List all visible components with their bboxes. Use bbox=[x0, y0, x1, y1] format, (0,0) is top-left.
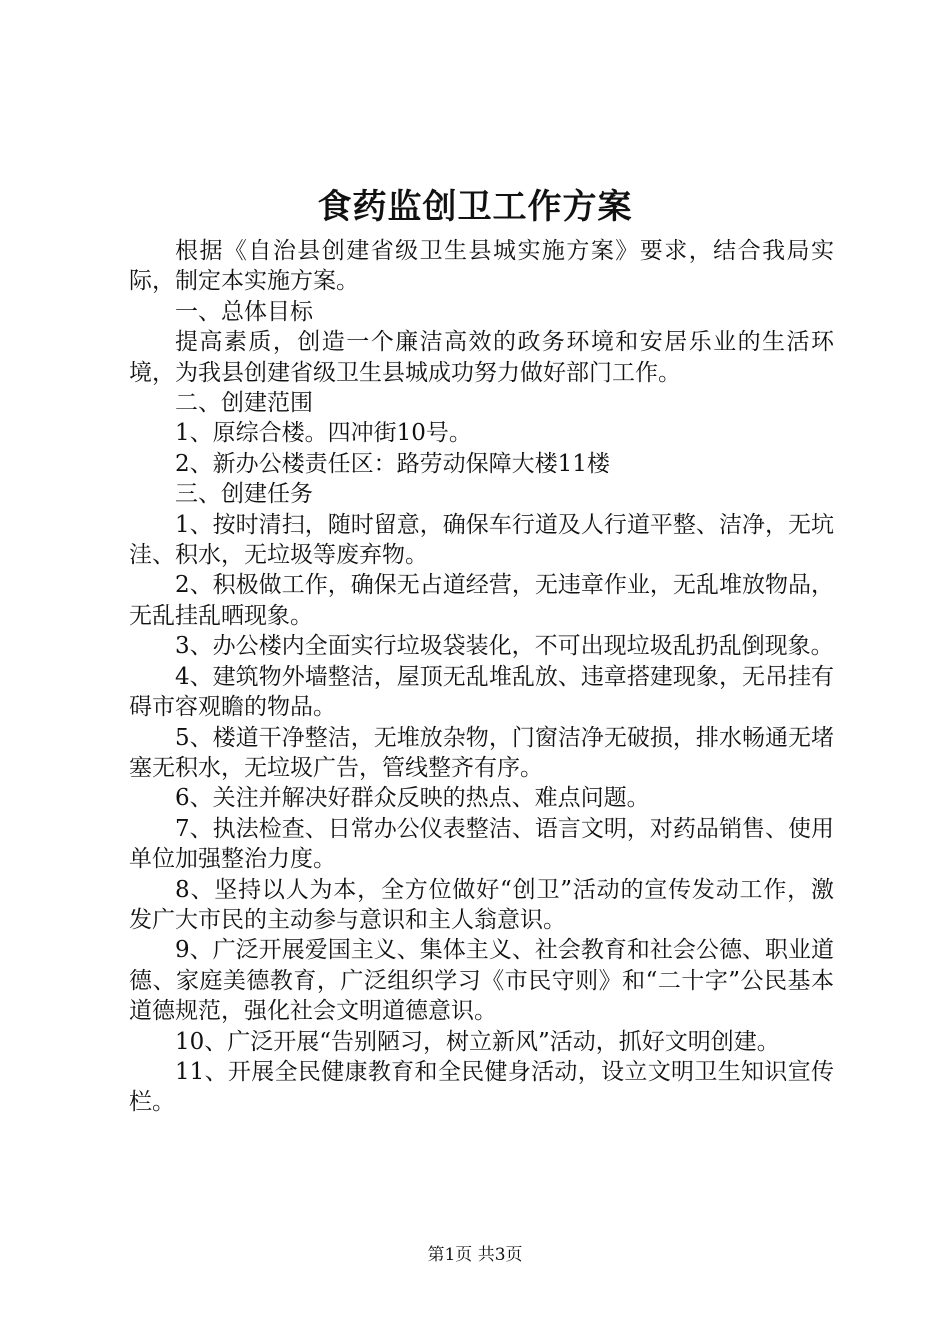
task-item-2: 2、积极做工作，确保无占道经营，无违章作业，无乱堆放物品，无乱挂乱晒现象。 bbox=[129, 572, 834, 629]
task-item-5: 5、楼道干净整洁，无堆放杂物，门窗洁净无破损，排水畅通无堵塞无积水，无垃圾广告，管线整齐有序。 bbox=[129, 724, 834, 781]
task-item-3: 3、办公楼内全面实行垃圾袋装化，不可出现垃圾乱扔乱倒现象。 bbox=[175, 633, 834, 660]
scope-item-1: 1、原综合楼。四冲街10号。 bbox=[175, 420, 472, 447]
task-item-1: 1、按时清扫，随时留意，确保车行道及人行道平整、洁净，无坑洼、积水，无垃圾等废弃物。 bbox=[129, 511, 834, 569]
task-item-6: 6、关注并解决好群众反映的热点、难点问题。 bbox=[175, 785, 650, 812]
task-item-9: 9、广泛开展爱国主义、集体主义、社会教育和社会公德、职业道德、家庭美德教育，广泛组织学习《市民守则》和“二十字”公民基本道德规范，强化社会文明道德意识。 bbox=[129, 937, 834, 1025]
section-heading-overall-goal: 一、总体目标 bbox=[175, 298, 313, 325]
goal-paragraph: 提高素质，创造一个廉洁高效的政务环境和安居乐业的生活环境，为我县创建省级卫生县城成功努力做好部门工作。 bbox=[129, 329, 834, 386]
section-heading-scope: 二、创建范围 bbox=[175, 390, 313, 417]
task-item-8: 8、坚持以人为本，全方位做好“创卫”活动的宣传发动工作，激发广大市民的主动参与意识和主人翁意识。 bbox=[129, 876, 834, 933]
task-item-11: 11、开展全民健康教育和全民健身活动，设立文明卫生知识宣传栏。 bbox=[129, 1058, 834, 1116]
task-item-10: 10、广泛开展“告别陋习，树立新风”活动，抓好文明创建。 bbox=[175, 1028, 780, 1055]
intro-paragraph: 根据《自治县创建省级卫生县城实施方案》要求，结合我局实际，制定本实施方案。 bbox=[129, 238, 834, 295]
scope-item-2: 2、新办公楼责任区：路劳动保障大楼11楼 bbox=[175, 450, 610, 477]
section-heading-tasks: 三、创建任务 bbox=[175, 481, 313, 508]
document-body bbox=[129, 236, 834, 1118]
document-title: 食药监创卫工作方案 bbox=[317, 187, 633, 227]
task-item-4: 4、建筑物外墙整洁，屋顶无乱堆乱放、违章搭建现象，无吊挂有碍市容观瞻的物品。 bbox=[129, 663, 834, 721]
page-number-footer: 第1页 共3页 bbox=[427, 1245, 523, 1265]
task-item-7: 7、执法检查、日常办公仪表整洁、语言文明，对药品销售、使用单位加强整治力度。 bbox=[129, 815, 834, 873]
